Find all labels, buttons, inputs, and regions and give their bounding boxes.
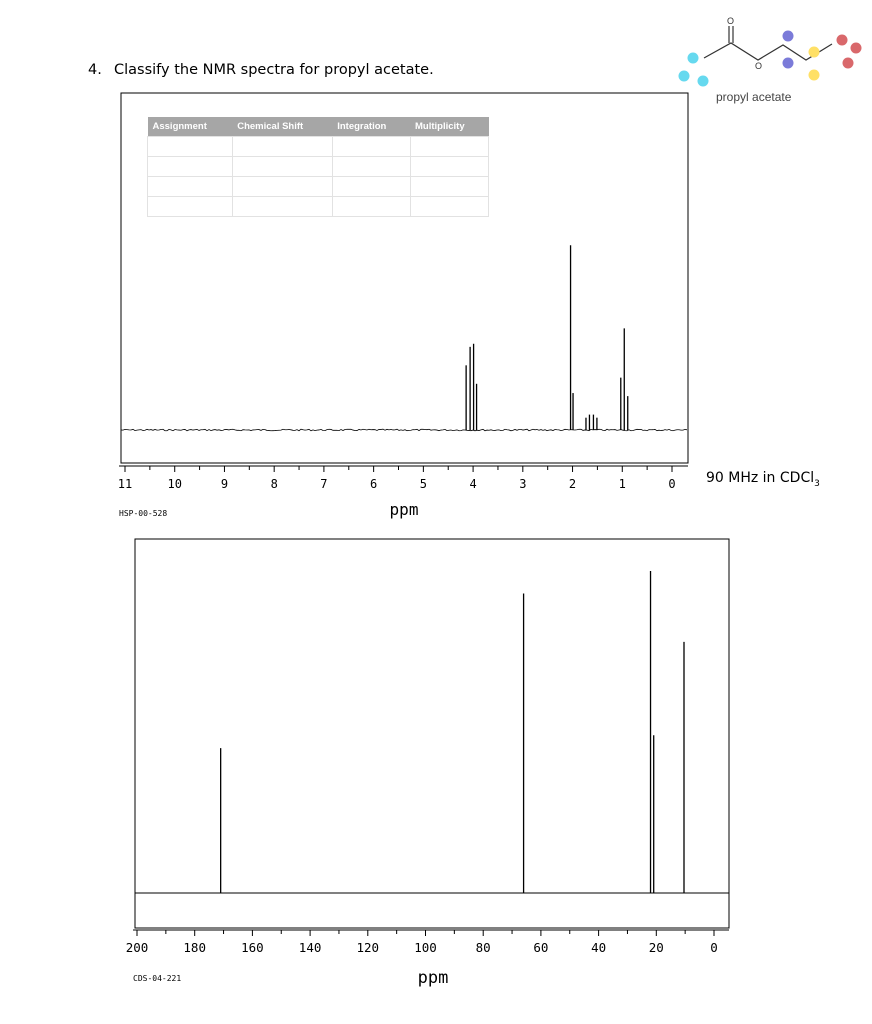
x-tick-label: 10: [167, 477, 182, 491]
cell-input[interactable]: [148, 197, 233, 217]
table-row: [148, 177, 489, 197]
x-tick-label: 3: [519, 477, 527, 491]
x-tick-label: 140: [298, 940, 322, 955]
question-number: 4.: [88, 62, 102, 78]
x-tick-label: 200: [125, 940, 149, 955]
header-multiplicity: Multiplicity: [410, 117, 489, 137]
header-integration: Integration: [332, 117, 410, 137]
cell-input[interactable]: [148, 137, 233, 157]
cell-input[interactable]: [232, 177, 332, 197]
dot-red-3: [843, 58, 854, 69]
x-tick-label: 40: [591, 940, 607, 955]
x-tick-label: 11: [117, 477, 133, 491]
molecule-name: propyl acetate: [716, 90, 792, 104]
cell-input[interactable]: [410, 137, 489, 157]
x-tick-label: 4: [469, 477, 477, 491]
dot-cyan-1: [688, 53, 699, 64]
table-row: [148, 157, 489, 177]
x-tick-label: 9: [220, 477, 229, 491]
x-tick-label: 80: [475, 940, 491, 955]
x-tick-label: 100: [414, 940, 437, 955]
x-tick-label: 0: [668, 477, 676, 491]
header-assignment: Assignment: [148, 117, 233, 137]
cell-input[interactable]: [232, 157, 332, 177]
x-tick-label: 7: [320, 477, 328, 491]
cell-input[interactable]: [332, 197, 410, 217]
ester-oxygen: O: [755, 61, 763, 71]
h-nmr-code: HSP-00-528: [119, 509, 168, 518]
dot-yellow-1: [809, 47, 820, 58]
carbonyl-oxygen: O: [727, 16, 735, 26]
question-body: Classify the NMR spectra for propyl acetate.: [114, 62, 434, 78]
cell-input[interactable]: [148, 157, 233, 177]
x-tick-label: 5: [419, 477, 427, 491]
cell-input[interactable]: [410, 157, 489, 177]
dot-cyan-2: [679, 71, 690, 82]
question-text: [88, 62, 434, 78]
cell-input[interactable]: [410, 177, 489, 197]
x-tick-label: 6: [370, 477, 378, 491]
assignment-table: [147, 117, 489, 217]
assignment-table-header: [148, 117, 489, 137]
x-tick-label: 8: [270, 477, 278, 491]
cell-input[interactable]: [148, 177, 233, 197]
cell-input[interactable]: [332, 177, 410, 197]
dot-cyan-3: [698, 76, 709, 87]
h-nmr-frequency: [706, 470, 820, 489]
dot-red-2: [851, 43, 862, 54]
plot-frame: [135, 539, 729, 928]
cell-input[interactable]: [332, 137, 410, 157]
cell-input[interactable]: [410, 197, 489, 217]
x-tick-label: 160: [241, 940, 264, 955]
dot-red-1: [837, 35, 848, 46]
table-row: [148, 197, 489, 217]
dot-purple-2: [783, 58, 794, 69]
table-row: [148, 137, 489, 157]
hydrogen-color-dots: [679, 31, 862, 87]
header-chemical-shift: Chemical Shift: [232, 117, 332, 137]
x-tick-label: 1: [618, 477, 626, 491]
c-nmr-code: CDS-04-221: [133, 974, 182, 983]
cell-input[interactable]: [332, 157, 410, 177]
x-tick-label: 60: [533, 940, 549, 955]
cell-input[interactable]: [232, 137, 332, 157]
frequency-subscript: 3: [814, 479, 820, 489]
frequency-label: 90 MHz in CDCl: [706, 470, 815, 486]
x-tick-label: 0: [710, 940, 718, 955]
x-tick-label: 120: [356, 940, 380, 955]
dot-purple-1: [783, 31, 794, 42]
x-axis-label: ppm: [389, 500, 419, 519]
x-tick-label: 180: [183, 940, 206, 955]
x-axis-label: ppm: [417, 968, 449, 988]
cell-input[interactable]: [232, 197, 332, 217]
baseline: [121, 429, 687, 431]
x-tick-label: 2: [568, 477, 577, 491]
dot-yellow-2: [809, 70, 820, 81]
x-tick-label: 20: [648, 940, 664, 955]
